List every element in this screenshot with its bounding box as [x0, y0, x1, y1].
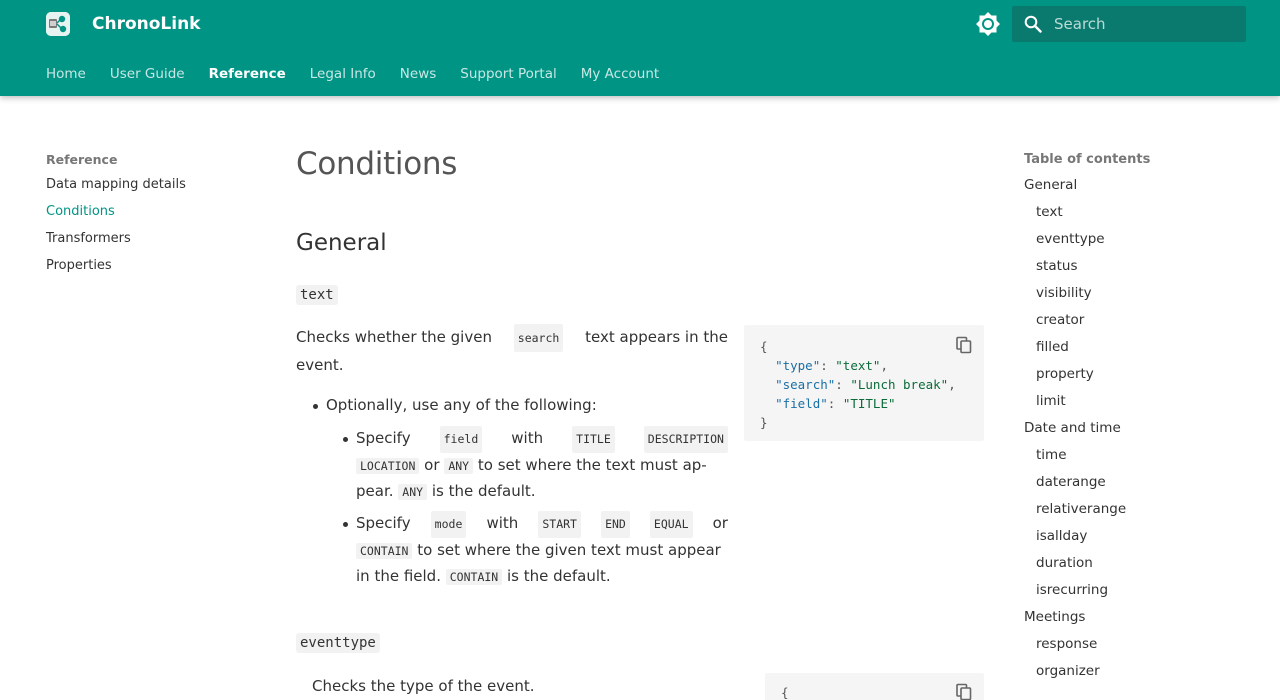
- toc-item-daterange[interactable]: daterange: [1036, 474, 1106, 490]
- table-of-contents: [1024, 152, 1254, 682]
- heading-eventtype[interactable]: eventtype: [296, 633, 380, 653]
- code-block-text-example[interactable]: { "type": "text", "search": "Lunch break", "field": "TITLE" }: [744, 325, 984, 441]
- top-nav: [46, 66, 683, 82]
- logo-icon[interactable]: [46, 12, 70, 36]
- sidebar-title: Reference: [46, 152, 118, 167]
- heading-text[interactable]: text: [296, 285, 338, 305]
- sidebar-item-conditions[interactable]: Conditions: [46, 204, 115, 219]
- toc-item-filled[interactable]: filled: [1036, 339, 1069, 355]
- toc-item-eventtype[interactable]: eventtype: [1036, 231, 1105, 247]
- bullet-field: Specify field with TITLE DESCRIPTION LOCATION or ANY to set where the text must ap- pear. ANY is the default.: [356, 426, 728, 505]
- copy-icon[interactable]: [955, 336, 973, 354]
- nav-home[interactable]: Home: [46, 66, 86, 82]
- optional-text: Optionally, use any of the following:: [326, 396, 597, 414]
- toc-item-isrecurring[interactable]: isrecurring: [1036, 582, 1109, 598]
- search-box[interactable]: [1012, 6, 1246, 42]
- bullet-dot: [343, 437, 348, 442]
- nav-user-guide[interactable]: User Guide: [109, 66, 185, 82]
- search-input[interactable]: [1054, 6, 1240, 42]
- sidebar-item-properties[interactable]: Properties: [46, 258, 112, 273]
- nav-my-account[interactable]: My Account: [580, 66, 660, 82]
- site-title[interactable]: ChronoLink: [92, 14, 201, 34]
- toc-item-text[interactable]: text: [1036, 204, 1063, 220]
- inline-code-search: search: [514, 324, 564, 352]
- toc-item-general[interactable]: General: [1024, 177, 1078, 193]
- toc-item-organizer[interactable]: organizer: [1036, 663, 1100, 679]
- toc-item-creator[interactable]: creator: [1036, 312, 1085, 328]
- text-intro: Checks whether the given search text appears in the event.: [296, 324, 728, 378]
- toc-item-relativerange[interactable]: relativerange: [1036, 501, 1127, 517]
- page-title: Conditions: [296, 146, 458, 182]
- bullet-mode: Specify mode with START END EQUAL or CONTAIN to set where the given text must appear in the field. CONTAIN is the default.: [356, 511, 728, 590]
- left-sidebar: [46, 152, 256, 285]
- nav-support-portal[interactable]: Support Portal: [460, 66, 557, 82]
- copy-icon[interactable]: [955, 683, 973, 700]
- main-content: [296, 146, 984, 182]
- eventtype-intro: Checks the type of the event.: [312, 677, 535, 695]
- nav-reference[interactable]: Reference: [208, 66, 286, 82]
- nav-legal-info[interactable]: Legal Info: [309, 66, 376, 82]
- toc-item-duration[interactable]: duration: [1036, 555, 1093, 571]
- toc-item-isallday[interactable]: isallday: [1036, 528, 1088, 544]
- sidebar-item-data-mapping[interactable]: Data mapping details: [46, 177, 186, 192]
- toc-item-visibility[interactable]: visibility: [1036, 285, 1092, 301]
- bullet-dot: [343, 522, 348, 527]
- theme-toggle-icon[interactable]: [975, 11, 1001, 37]
- sidebar-item-transformers[interactable]: Transformers: [46, 231, 131, 246]
- toc-item-meetings[interactable]: Meetings: [1024, 609, 1086, 625]
- search-icon: [1024, 15, 1042, 33]
- section-heading-general: General: [296, 230, 387, 256]
- toc-title: Table of contents: [1024, 152, 1151, 167]
- toc-item-time[interactable]: time: [1036, 447, 1067, 463]
- toc-item-status[interactable]: status: [1036, 258, 1078, 274]
- nav-news[interactable]: News: [399, 66, 437, 82]
- toc-item-response[interactable]: response: [1036, 636, 1098, 652]
- header: [0, 0, 1280, 96]
- toc-item-limit[interactable]: limit: [1036, 393, 1066, 409]
- bullet-dot: [313, 404, 318, 409]
- code-block-eventtype-example[interactable]: {: [765, 673, 984, 700]
- toc-item-property[interactable]: property: [1036, 366, 1094, 382]
- toc-item-date-and-time[interactable]: Date and time: [1024, 420, 1121, 436]
